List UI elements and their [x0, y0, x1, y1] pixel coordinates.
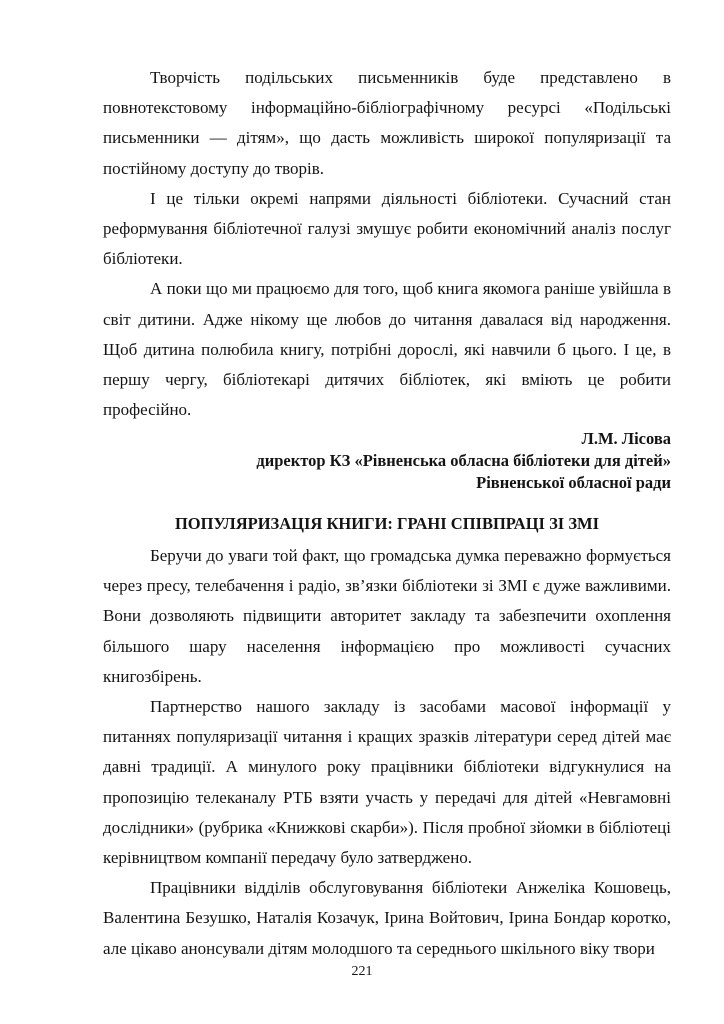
bottom-text-block [103, 541, 671, 964]
page-number: 221 [351, 964, 373, 979]
author-organization: Рівненської обласної ради [476, 473, 671, 492]
paragraph: Беручи до уваги той факт, що громадська думка переважно формується через пресу, телебачення і радіо, зв’язки бібліотеки зі ЗМІ є дуже важливими. Вони дозволяють підвищити авторитет закладу та забезпечити охоплення більшого шару населення інформацією про можливості сучасних книгозбірень. [103, 546, 671, 686]
paragraph: І це тільки окремі напрями діяльності бібліотеки. Сучасний стан реформування бібліотечної галузі змушує робити економічний аналіз послуг бібліотеки. [103, 188, 671, 269]
paragraph: А поки що ми працюємо для того, щоб книга якомога раніше увійшла в світ дитини. Адже нікому ще любов до читання давалася від народження. Щоб дитина полюбила книгу, потрібні дорослі, які навчили б цього. І це, в першу чергу, бібліотекарі дитячих бібліотек, які вміють це робити професійно. [103, 279, 671, 420]
paragraph: Працівники відділів обслуговування бібліотеки Анжеліка Кошовець, Валентина Безушко, Наталія Козачук, Ірина Войтович, Ірина Бондар коротко, але цікаво анонсували дітям молодшого та середнього шкільного віку твори [103, 878, 671, 958]
author-name: Л.М. Лісова [581, 429, 671, 448]
paragraph: Партнерство нашого закладу із засобами масової інформації у питаннях популяризації читання і кращих зразків літератури серед дітей має давні традиції. А минулого року працівники бібліотеки відгукнулися на пропозицію телеканалу РТБ взяти участь у передачі для дітей «Невгамовні дослідники» (рубрика «Книжкові скарби»). Після пробної зйомки в бібліотеці керівництвом компанії передачу було затверджено. [103, 697, 671, 868]
author-signature [151, 428, 671, 494]
top-text-block [103, 63, 671, 425]
paragraph: Творчість подільських письменників буде представлено в повнотекстовому інформаційно-бібліографічному ресурсі «Подільські письменники — дітям», що дасть можливість широкої популяризації та постійному доступу до творів. [103, 68, 671, 178]
author-position: директор КЗ «Рівненська обласна бібліотеки для дітей» [256, 451, 671, 470]
section-title: ПОПУЛЯРИЗАЦІЯ КНИГИ: ГРАНІ СПІВПРАЦІ ЗІ ЗМІ [174, 514, 600, 533]
